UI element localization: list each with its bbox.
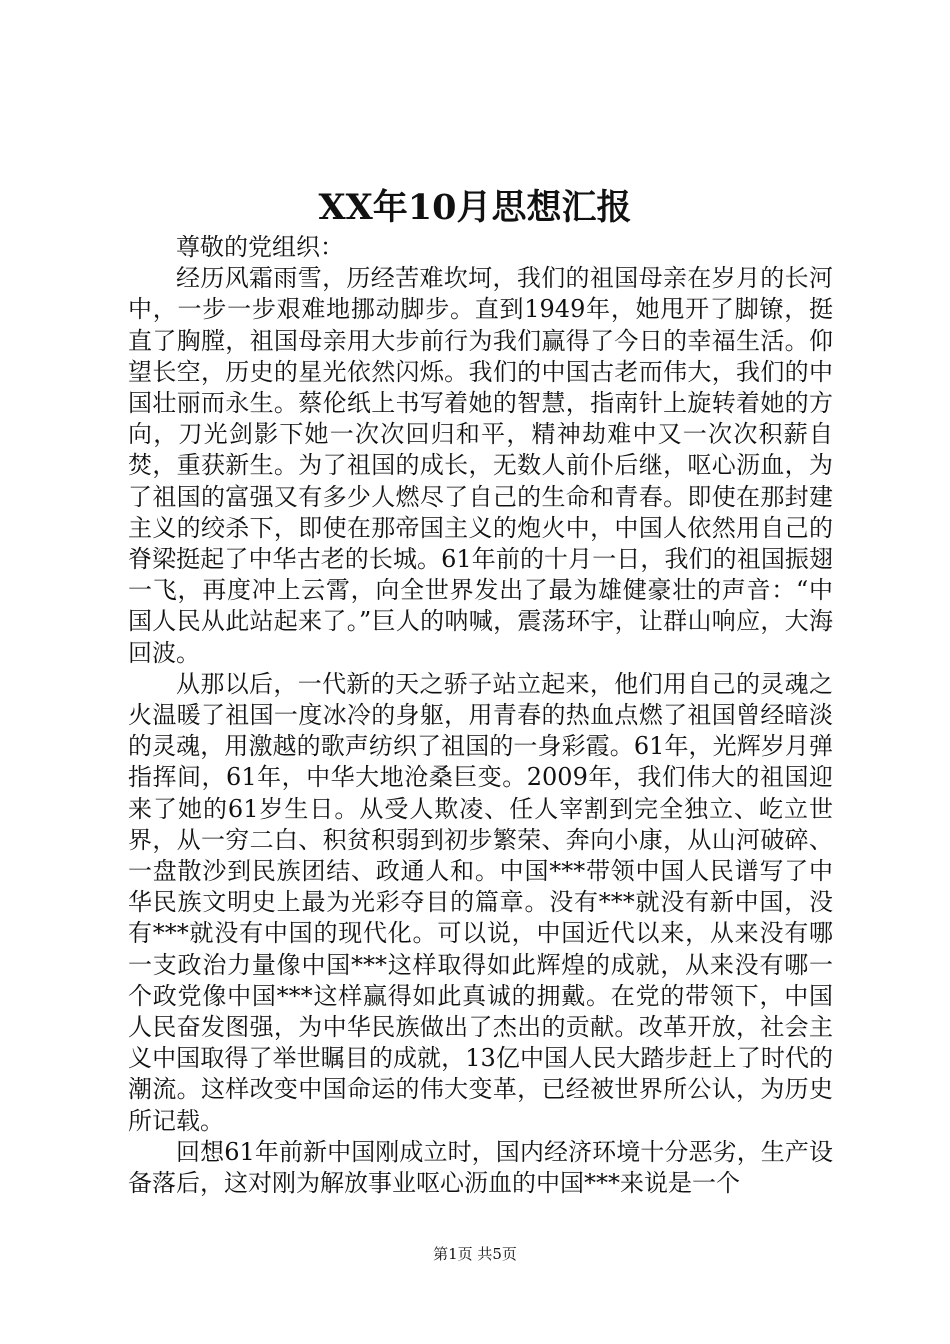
page-footer: 第1页 共5页 [433, 1245, 517, 1263]
paragraph-2: 从那以后，一代新的天之骄子站立起来，他们用自己的灵魂之火温暖了祖国一度冰冷的身躯，用青春的热血点燃了祖国曾经暗淡的灵魂，用激越的歌声纺织了祖国的一身彩霞。61年，光辉岁月弹指挥间，61年，中华大地沧桑巨变。2009年，我们伟大的祖国迎来了她的61岁生日。从受人欺凌、任人宰割到完全独立、屹立世界，从一穷二白、积贫积弱到初步繁荣、奔向小康，从山河破碎、一盘散沙到民族团结、政通人和。中国***带领中国人民谱写了中华民族文明史上最为光彩夺目的篇章。没有***就没有新中国，没有***就没有中国的现代化。可以说，中国近代以来，从来没有哪一支政治力量像中国***这样取得如此辉煌的成就，从来没有哪一个政党像中国***这样赢得如此真诚的拥戴。在党的带领下，中国人民奋发图强，为中华民族做出了杰出的贡献。改革开放，社会主义中国取得了举世瞩目的成就，13亿中国人民大踏步赶上了时代的潮流。这样改变中国命运的伟大变革，已经被世界所公认，为历史所记载。 [128, 669, 833, 1135]
paragraph-3: 回想61年前新中国刚成立时，国内经济环境十分恶劣，生产设备落后，这对刚为解放事业呕心沥血的中国***来说是一个 [128, 1137, 833, 1198]
salutation: 尊敬的党组织： [176, 233, 344, 261]
document-title: XX年10月思想汇报 [318, 187, 632, 228]
paragraph-1: 经历风霜雨雪，历经苦难坎坷，我们的祖国母亲在岁月的长河中，一步一步艰难地挪动脚步。直到1949年，她甩开了脚镣，挺直了胸膛，祖国母亲用大步前行为我们赢得了今日的幸福生活。仰望长空，历史的星光依然闪烁。我们的中国古老而伟大，我们的中国壮丽而永生。蔡伦纸上书写着她的智慧，指南针上旋转着她的方向，刀光剑影下她一次次回归和平，精神劫难中又一次次积薪自焚，重获新生。为了祖国的成长，无数人前仆后继，呕心沥血，为了祖国的富强又有多少人燃尽了自己的生命和青春。即使在那封建主义的绞杀下，即使在那帝国主义的炮火中，中国人依然用自己的脊梁挺起了中华古老的长城。61年前的十月一日，我们的祖国振翅一飞，再度冲上云霄，向全世界发出了最为雄健豪壮的声音：“中国人民从此站起来了。”巨人的呐喊，震荡环宇，让群山响应，大海回波。 [128, 264, 833, 667]
document-body [128, 232, 833, 1199]
